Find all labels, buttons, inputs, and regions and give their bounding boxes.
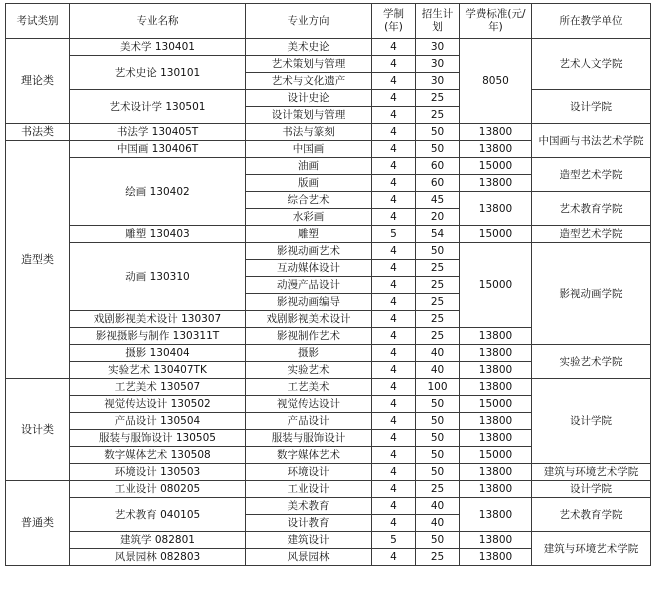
years-cell: 4 (372, 396, 416, 413)
direction-cell: 版画 (246, 175, 372, 192)
table-row (6, 124, 651, 141)
years-cell: 4 (372, 124, 416, 141)
years-cell: 5 (372, 226, 416, 243)
years-cell: 4 (372, 362, 416, 379)
plan-cell: 50 (416, 413, 460, 430)
years-cell: 4 (372, 345, 416, 362)
header-fee: 学费标准(元/年) (460, 4, 532, 39)
years-cell: 4 (372, 447, 416, 464)
plan-cell: 40 (416, 515, 460, 532)
table-row (6, 90, 651, 107)
direction-cell: 影视动画艺术 (246, 243, 372, 260)
category-cell: 普通类 (6, 481, 70, 566)
direction-cell: 建筑设计 (246, 532, 372, 549)
direction-cell: 产品设计 (246, 413, 372, 430)
unit-cell: 设计学院 (532, 90, 651, 124)
major-cell: 摄影 130404 (70, 345, 246, 362)
table-row (6, 498, 651, 515)
major-cell: 建筑学 082801 (70, 532, 246, 549)
fee-cell: 13800 (460, 430, 532, 447)
major-cell: 美术学 130401 (70, 39, 246, 56)
fee-cell: 13800 (460, 141, 532, 158)
direction-cell: 综合艺术 (246, 192, 372, 209)
unit-cell: 建筑与环境艺术学院 (532, 464, 651, 481)
years-cell: 4 (372, 277, 416, 294)
header-exam-category: 考试类别 (6, 4, 70, 39)
plan-cell: 25 (416, 260, 460, 277)
plan-cell: 100 (416, 379, 460, 396)
years-cell: 4 (372, 515, 416, 532)
table-row (6, 226, 651, 243)
plan-cell: 30 (416, 73, 460, 90)
years-cell: 4 (372, 192, 416, 209)
header-unit: 所在教学单位 (532, 4, 651, 39)
major-cell: 实验艺术 130407TK (70, 362, 246, 379)
table-row (6, 481, 651, 498)
years-cell: 4 (372, 260, 416, 277)
major-cell: 艺术教育 040105 (70, 498, 246, 532)
direction-cell: 影视制作艺术 (246, 328, 372, 345)
header-direction: 专业方向 (246, 4, 372, 39)
fee-cell: 13800 (460, 175, 532, 192)
plan-cell: 45 (416, 192, 460, 209)
years-cell: 4 (372, 90, 416, 107)
category-cell: 设计类 (6, 379, 70, 481)
major-cell: 中国画 130406T (70, 141, 246, 158)
table-row (6, 345, 651, 362)
unit-cell: 设计学院 (532, 481, 651, 498)
years-cell: 4 (372, 413, 416, 430)
fee-cell: 8050 (460, 39, 532, 124)
years-cell: 4 (372, 311, 416, 328)
direction-cell: 中国画 (246, 141, 372, 158)
plan-cell: 50 (416, 396, 460, 413)
direction-cell: 视觉传达设计 (246, 396, 372, 413)
category-cell: 理论类 (6, 39, 70, 124)
fee-cell: 13800 (460, 328, 532, 345)
unit-cell: 造型艺术学院 (532, 226, 651, 243)
years-cell: 4 (372, 243, 416, 260)
years-cell: 4 (372, 549, 416, 566)
fee-cell: 13800 (460, 345, 532, 362)
unit-cell: 影视动画学院 (532, 243, 651, 345)
direction-cell: 美术史论 (246, 39, 372, 56)
years-cell: 4 (372, 175, 416, 192)
direction-cell: 艺术与文化遗产 (246, 73, 372, 90)
years-cell: 4 (372, 39, 416, 56)
plan-cell: 50 (416, 124, 460, 141)
fee-cell: 13800 (460, 532, 532, 549)
years-cell: 4 (372, 430, 416, 447)
fee-cell: 15000 (460, 158, 532, 175)
plan-cell: 30 (416, 39, 460, 56)
plan-cell: 25 (416, 549, 460, 566)
admissions-table (5, 3, 651, 566)
plan-cell: 40 (416, 345, 460, 362)
direction-cell: 服装与服饰设计 (246, 430, 372, 447)
direction-cell: 摄影 (246, 345, 372, 362)
major-cell: 戏剧影视美术设计 130307 (70, 311, 246, 328)
major-cell: 动画 130310 (70, 243, 246, 311)
header-years: 学制(年) (372, 4, 416, 39)
plan-cell: 25 (416, 107, 460, 124)
direction-cell: 环境设计 (246, 464, 372, 481)
category-cell: 造型类 (6, 141, 70, 379)
major-cell: 影视摄影与制作 130311T (70, 328, 246, 345)
years-cell: 4 (372, 107, 416, 124)
direction-cell: 书法与篆刻 (246, 124, 372, 141)
table-row (6, 39, 651, 56)
years-cell: 4 (372, 141, 416, 158)
years-cell: 4 (372, 498, 416, 515)
plan-cell: 50 (416, 243, 460, 260)
direction-cell: 互动媒体设计 (246, 260, 372, 277)
header-row (6, 4, 651, 39)
direction-cell: 戏剧影视美术设计 (246, 311, 372, 328)
major-cell: 艺术史论 130101 (70, 56, 246, 90)
fee-cell: 13800 (460, 481, 532, 498)
header-major: 专业名称 (70, 4, 246, 39)
fee-cell: 15000 (460, 396, 532, 413)
table-row (6, 158, 651, 175)
direction-cell: 风景园林 (246, 549, 372, 566)
fee-cell: 13800 (460, 549, 532, 566)
major-cell: 产品设计 130504 (70, 413, 246, 430)
table-row (6, 464, 651, 481)
years-cell: 4 (372, 209, 416, 226)
fee-cell: 15000 (460, 447, 532, 464)
major-cell: 数字媒体艺术 130508 (70, 447, 246, 464)
plan-cell: 40 (416, 362, 460, 379)
years-cell: 4 (372, 294, 416, 311)
major-cell: 工艺美术 130507 (70, 379, 246, 396)
table-row (6, 532, 651, 549)
unit-cell: 设计学院 (532, 379, 651, 464)
plan-cell: 60 (416, 175, 460, 192)
fee-cell: 13800 (460, 464, 532, 481)
direction-cell: 水彩画 (246, 209, 372, 226)
major-cell: 风景园林 082803 (70, 549, 246, 566)
years-cell: 4 (372, 158, 416, 175)
table-row (6, 379, 651, 396)
plan-cell: 30 (416, 56, 460, 73)
plan-cell: 25 (416, 311, 460, 328)
unit-cell: 艺术教育学院 (532, 192, 651, 226)
major-cell: 绘画 130402 (70, 158, 246, 226)
fee-cell: 13800 (460, 413, 532, 430)
direction-cell: 美术教育 (246, 498, 372, 515)
plan-cell: 25 (416, 277, 460, 294)
years-cell: 4 (372, 73, 416, 90)
fee-cell: 15000 (460, 226, 532, 243)
major-cell: 视觉传达设计 130502 (70, 396, 246, 413)
table-row (6, 243, 651, 260)
fee-cell: 13800 (460, 124, 532, 141)
plan-cell: 25 (416, 294, 460, 311)
unit-cell: 艺术人文学院 (532, 39, 651, 90)
major-cell: 服装与服饰设计 130505 (70, 430, 246, 447)
major-cell: 艺术设计学 130501 (70, 90, 246, 124)
years-cell: 4 (372, 56, 416, 73)
direction-cell: 动漫产品设计 (246, 277, 372, 294)
major-cell: 环境设计 130503 (70, 464, 246, 481)
years-cell: 5 (372, 532, 416, 549)
years-cell: 4 (372, 328, 416, 345)
unit-cell: 艺术教育学院 (532, 498, 651, 532)
direction-cell: 油画 (246, 158, 372, 175)
years-cell: 4 (372, 481, 416, 498)
plan-cell: 60 (416, 158, 460, 175)
unit-cell: 造型艺术学院 (532, 158, 651, 192)
direction-cell: 设计教育 (246, 515, 372, 532)
direction-cell: 数字媒体艺术 (246, 447, 372, 464)
direction-cell: 设计史论 (246, 90, 372, 107)
fee-cell: 13800 (460, 498, 532, 532)
plan-cell: 50 (416, 464, 460, 481)
plan-cell: 54 (416, 226, 460, 243)
years-cell: 4 (372, 379, 416, 396)
plan-cell: 25 (416, 328, 460, 345)
direction-cell: 设计策划与管理 (246, 107, 372, 124)
plan-cell: 50 (416, 141, 460, 158)
major-cell: 雕塑 130403 (70, 226, 246, 243)
direction-cell: 雕塑 (246, 226, 372, 243)
direction-cell: 工业设计 (246, 481, 372, 498)
plan-cell: 25 (416, 481, 460, 498)
fee-cell: 13800 (460, 192, 532, 226)
direction-cell: 艺术策划与管理 (246, 56, 372, 73)
direction-cell: 影视动画编导 (246, 294, 372, 311)
header-plan: 招生计划 (416, 4, 460, 39)
plan-cell: 20 (416, 209, 460, 226)
fee-cell: 13800 (460, 362, 532, 379)
plan-cell: 50 (416, 430, 460, 447)
plan-cell: 25 (416, 90, 460, 107)
plan-cell: 50 (416, 532, 460, 549)
unit-cell: 中国画与书法艺术学院 (532, 124, 651, 158)
fee-cell: 15000 (460, 243, 532, 328)
major-cell: 书法学 130405T (70, 124, 246, 141)
fee-cell: 13800 (460, 379, 532, 396)
plan-cell: 50 (416, 447, 460, 464)
unit-cell: 实验艺术学院 (532, 345, 651, 379)
years-cell: 4 (372, 464, 416, 481)
unit-cell: 建筑与环境艺术学院 (532, 532, 651, 566)
category-cell: 书法类 (6, 124, 70, 141)
plan-cell: 40 (416, 498, 460, 515)
direction-cell: 工艺美术 (246, 379, 372, 396)
major-cell: 工业设计 080205 (70, 481, 246, 498)
direction-cell: 实验艺术 (246, 362, 372, 379)
